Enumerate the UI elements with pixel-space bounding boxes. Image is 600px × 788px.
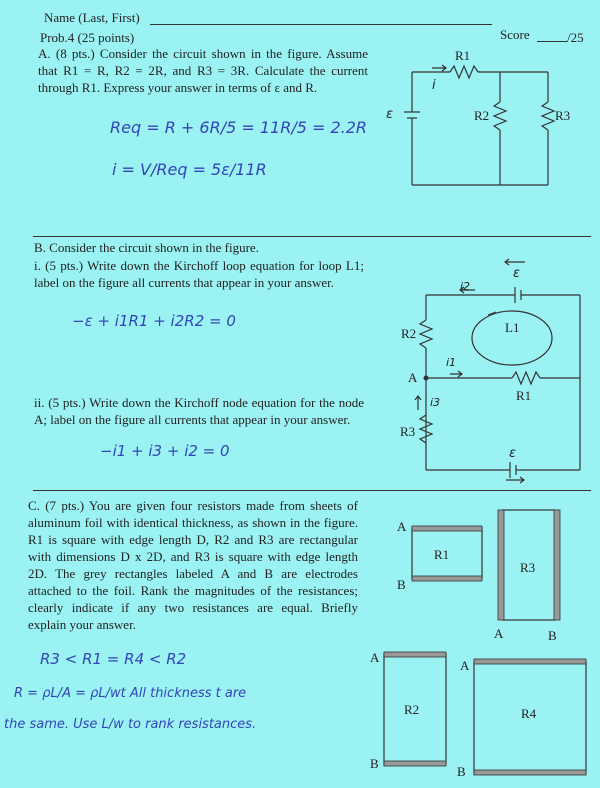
name-label: Name (Last, First) bbox=[44, 10, 140, 25]
label-r3-b: R3 bbox=[400, 424, 416, 439]
part-b-heading: B. Consider the circuit shown in the figure. bbox=[34, 240, 259, 255]
label-emf-bottom-b: ε bbox=[509, 446, 517, 461]
part-b-answer-1: −ε + i1R1 + i2R2 = 0 bbox=[72, 312, 236, 330]
part-b-question-1: i. (5 pts.) Write down the Kirchoff loop equation for loop L1; label on the figure all currents that appear in your answer. bbox=[34, 258, 364, 290]
part-a-question: A. (8 pts.) Consider the circuit shown in the figure. Assume that R1 = R, R2 = 2R, and R3 = 3R. Calculate the current through R1. Express your answer in terms of ε and R. bbox=[38, 46, 368, 95]
part-b-question-2: ii. (5 pts.) Write down the Kirchoff node equation for the node A; label on the figure all currents that appear in your answer. bbox=[34, 395, 364, 427]
label-loop-l1: L1 bbox=[505, 320, 520, 335]
resistor-r1-b bbox=[512, 372, 540, 384]
label-r2-b: R2 bbox=[401, 326, 417, 341]
label-a-r4: A bbox=[460, 658, 470, 673]
score-total: /25 bbox=[567, 30, 584, 45]
label-r4-c: R4 bbox=[521, 706, 537, 721]
part-c-answer-explain: the same. Use L/w to rank resistances. bbox=[4, 717, 257, 732]
resistor-r3-a bbox=[542, 102, 554, 130]
label-current-a: i bbox=[432, 78, 436, 93]
part-a-answer-req: Req = R + 6R/5 = 11R/5 = 2.2R bbox=[110, 118, 368, 137]
electrode-r4-a bbox=[474, 659, 586, 664]
label-r3-c: R3 bbox=[520, 560, 536, 575]
label-emf-a: ε bbox=[386, 107, 394, 122]
divider-b-c bbox=[33, 490, 591, 491]
label-emf-top-b: ε bbox=[513, 266, 521, 281]
label-r1-b: R1 bbox=[516, 388, 532, 403]
label-r3-a: R3 bbox=[555, 108, 571, 123]
label-b-r4: B bbox=[457, 764, 466, 779]
resistor-r1-a bbox=[450, 66, 478, 78]
label-b-r3: B bbox=[548, 628, 557, 643]
label-a-r3: A bbox=[494, 626, 504, 641]
electrode-r1-b bbox=[412, 576, 482, 581]
label-r1-c: R1 bbox=[434, 547, 450, 562]
electrode-r1-a bbox=[412, 526, 482, 531]
part-b-answer-2: −i1 + i3 + i2 = 0 bbox=[100, 442, 230, 460]
part-c-question: C. (7 pts.) You are given four resistors made from sheets of aluminum foil with identical thickness, as shown in the figure. R1 is square with edge length D, R2 and R3 are rectangular with dimensions D x 2D, and R3 is square with edge length 2D. The grey rectangles labeled A and B are electrodes attached to the foil. Rank the magnitudes of the resistances; clearly indicate if any two resistances are equal. Briefly explain your answer. bbox=[28, 498, 358, 632]
resistor-r2-b bbox=[420, 320, 432, 348]
circuit-a bbox=[404, 65, 554, 185]
label-a-r2: A bbox=[370, 650, 380, 665]
label-b-r1: B bbox=[397, 577, 406, 592]
part-c-answer-rank: R3 < R1 = R4 < R2 bbox=[40, 650, 187, 668]
label-b-r2: B bbox=[370, 756, 379, 771]
electrode-r2-b bbox=[384, 761, 446, 766]
resistor-r2-a bbox=[494, 102, 506, 130]
label-r2-c: R2 bbox=[404, 702, 420, 717]
part-a-answer-current: i = V/Req = 5ε/11R bbox=[112, 160, 267, 179]
score-label: Score bbox=[500, 27, 530, 42]
circuit-b bbox=[415, 259, 580, 483]
electrode-r2-a bbox=[384, 652, 446, 657]
label-i1: i1 bbox=[446, 356, 457, 369]
label-a-r1: A bbox=[397, 519, 407, 534]
divider-a-b bbox=[33, 236, 591, 237]
label-node-a: A bbox=[408, 370, 418, 385]
part-c-answer-formula: R = ρL/A = ρL/wt All thickness t are bbox=[14, 686, 247, 701]
electrode-r3-b bbox=[554, 510, 560, 620]
label-i2: i2 bbox=[460, 280, 471, 293]
current-arrow-a bbox=[432, 65, 446, 71]
electrode-r3-a bbox=[498, 510, 504, 620]
label-i3: i3 bbox=[430, 396, 441, 409]
problem-title: Prob.4 (25 points) bbox=[40, 30, 135, 45]
electrode-r4-b bbox=[474, 770, 586, 775]
label-r1-a: R1 bbox=[455, 48, 471, 63]
label-r2-a: R2 bbox=[474, 108, 490, 123]
